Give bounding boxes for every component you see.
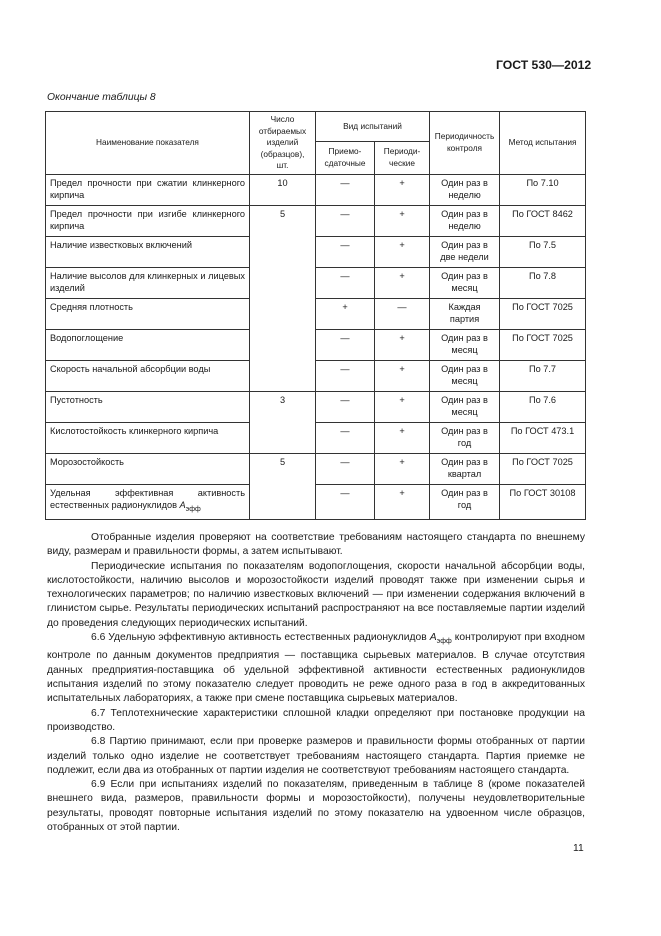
row-name: Кислотостойкость клинкерного кирпича — [46, 422, 250, 453]
page-number: 11 — [573, 843, 584, 854]
row-name: Наличие высолов для клинкерных и лицевых изделий — [46, 267, 250, 298]
row-name — [46, 484, 250, 519]
paragraph: Периодические испытания по показателям водопоглощения, скорости начальной абсорбции воды, кислотостойкости, наличию высолов и морозостойкости изделий проводят также при изменении сырья и технологических параметров; по наличию известковых включений — при изменении содержания включений в глинистом сырье. Результаты периодических испытаний распространяют на все поставляемые партии изделий до проведения следующих периодических испытаний. — [47, 560, 585, 629]
row-name: Морозостойкость — [46, 453, 250, 484]
periodicity: Один раз в квартал — [430, 453, 500, 484]
header-test-kind: Вид испытаний — [316, 112, 430, 142]
method: По 7.8 — [500, 267, 586, 298]
sample-count: 10 — [250, 174, 316, 205]
periodic-mark: — — [375, 298, 430, 329]
acceptance-mark: — — [316, 484, 375, 519]
acceptance-mark: — — [316, 205, 375, 236]
periodic-mark: + — [375, 391, 430, 422]
activity-subscript: эфф — [185, 505, 201, 513]
sample-count: 5 — [250, 205, 316, 391]
row-name: Предел прочности при сжатии клинкерного кирпича — [46, 174, 250, 205]
row-name: Пустотность — [46, 391, 250, 422]
periodicity: Один раз в неделю — [430, 205, 500, 236]
row-name: Скорость начальной абсорбции воды — [46, 360, 250, 391]
table-row — [46, 484, 586, 519]
acceptance-mark: — — [316, 360, 375, 391]
paragraph: Отобранные изделия проверяют на соответствие требованиям настоящего стандарта по внешнему виду, размерам и правильности формы, а затем испытывают. — [47, 532, 585, 558]
periodic-mark: + — [375, 360, 430, 391]
table-row — [46, 453, 586, 484]
table-row — [46, 329, 586, 360]
row-name: Предел прочности при изгибе клинкерного кирпича — [46, 205, 250, 236]
row-name: Водопоглощение — [46, 329, 250, 360]
periodicity: Один раз в месяц — [430, 329, 500, 360]
p-6-6-end: контролируют при входном контроле по данным документов предприятия — поставщика сырьевых материалов. В случае отсутствия данных предприятия-поставщика об удельной эффективной активности естественных радионуклидов испытания изделий по этому показателю следует проводить не реже одного раза в год в аккредитованных испытательных лабораториях, а также при смене поставщика сырьевых материалов. — [47, 632, 585, 705]
p-6-6-start: 6.6 Удельную эффективную активность естественных радионуклидов — [91, 632, 427, 644]
paragraph — [47, 631, 585, 707]
method: По ГОСТ 7025 — [500, 298, 586, 329]
acceptance-mark: — — [316, 174, 375, 205]
periodicity: Один раз в две недели — [430, 236, 500, 267]
standard-number: ГОСТ 530—2012 — [496, 58, 592, 72]
header-count: Число отбираемых изделий (образцов), шт. — [250, 112, 316, 175]
paragraph: 6.7 Теплотехнические характеристики сплошной кладки определяют при постановке продукции на производство. — [47, 707, 585, 733]
table-row — [46, 236, 586, 267]
acceptance-mark: — — [316, 329, 375, 360]
periodic-mark: + — [375, 484, 430, 519]
periodicity: Один раз в год — [430, 422, 500, 453]
acceptance-mark: — — [316, 422, 375, 453]
row-name-text: Удельная эффективная активность естественных радионуклидов — [50, 487, 245, 511]
acceptance-mark: — — [316, 391, 375, 422]
periodicity: Один раз в месяц — [430, 391, 500, 422]
method: По 7.10 — [500, 174, 586, 205]
paragraph: 6.8 Партию принимают, если при проверке размеров и правильности формы отобранных от партии изделий только одно изделие не соответствует требованиям настоящего стандарта. Партия приемке не подлежит, если два из отобранных от партии изделия не соответствуют требованиям настоящего стандарта. — [47, 736, 585, 776]
header-acceptance: Приемо-сдаточные — [316, 142, 375, 174]
header-periodicity: Периодичность контроля — [430, 112, 500, 175]
header-method: Метод испытания — [500, 112, 586, 175]
periodic-mark: + — [375, 236, 430, 267]
method: По ГОСТ 7025 — [500, 329, 586, 360]
periodicity: Один раз в неделю — [430, 174, 500, 205]
periodicity: Один раз в год — [430, 484, 500, 519]
periodic-mark: + — [375, 267, 430, 298]
acceptance-mark: — — [316, 267, 375, 298]
table-row — [46, 422, 586, 453]
table-row — [46, 174, 586, 205]
periodic-mark: + — [375, 329, 430, 360]
activity-symbol: A — [429, 632, 437, 644]
row-name: Средняя плотность — [46, 298, 250, 329]
method: По 7.5 — [500, 236, 586, 267]
method: По 7.6 — [500, 391, 586, 422]
table-row — [46, 391, 586, 422]
periodicity: Один раз в месяц — [430, 267, 500, 298]
acceptance-mark: — — [316, 453, 375, 484]
periodic-mark: + — [375, 205, 430, 236]
method: По ГОСТ 30108 — [500, 484, 586, 519]
row-name: Наличие известковых включений — [46, 236, 250, 267]
periodicity: Каждая партия — [430, 298, 500, 329]
table-row — [46, 360, 586, 391]
table-row — [46, 298, 586, 329]
header-periodic: Периоди-ческие — [375, 142, 430, 174]
paragraph: 6.9 Если при испытаниях изделий по показателям, приведенным в таблице 8 (кроме показателей внешнего вида, размеров, правильности формы и морозостойкости), получены неудовлетворительные результаты, проводят повторные испытания изделий по этому показателю на удвоенном числе образцов, отобранных от этой партии. — [47, 779, 585, 833]
activity-subscript: эфф — [436, 638, 452, 646]
acceptance-mark: — — [316, 236, 375, 267]
acceptance-mark: + — [316, 298, 375, 329]
periodic-mark: + — [375, 422, 430, 453]
periodicity: Один раз в месяц — [430, 360, 500, 391]
control-table — [45, 111, 586, 520]
method: По ГОСТ 7025 — [500, 453, 586, 484]
periodic-mark: + — [375, 174, 430, 205]
method: По ГОСТ 473.1 — [500, 422, 586, 453]
table-caption: Окончание таблицы 8 — [47, 92, 156, 103]
header-name: Наименование показателя — [46, 112, 250, 175]
method: По ГОСТ 8462 — [500, 205, 586, 236]
table-row — [46, 205, 586, 236]
periodic-mark: + — [375, 453, 430, 484]
sample-count: 3 — [250, 391, 316, 453]
method: По 7.7 — [500, 360, 586, 391]
sample-count: 5 — [250, 453, 316, 519]
activity-symbol: A — [179, 500, 186, 511]
table-row — [46, 267, 586, 298]
body-text — [47, 531, 585, 835]
